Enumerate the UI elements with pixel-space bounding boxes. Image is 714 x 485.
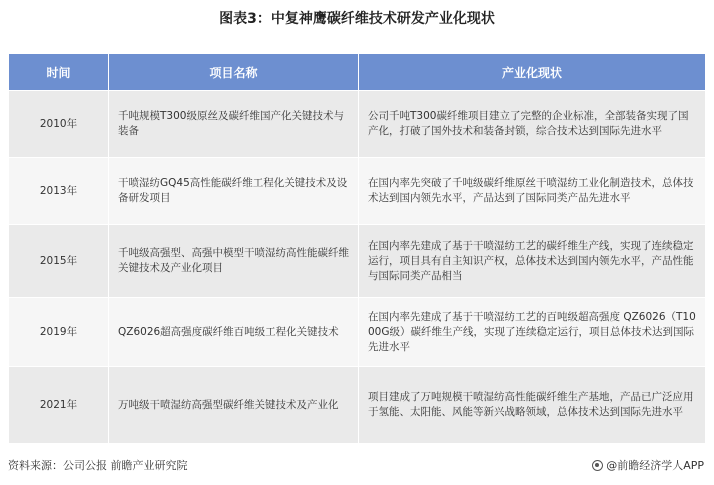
header-project: 项目名称	[109, 54, 359, 91]
table-header-row	[9, 54, 706, 91]
cell-project: QZ6026超高强度碳纤维百吨级工程化关键技术	[109, 298, 359, 367]
brand-label: @前瞻经济学人APP	[606, 459, 704, 472]
header-year: 时间	[9, 54, 109, 91]
cell-status: 在国内率先突破了千吨级碳纤维原丝干喷湿纺工业化制造技术，总体技术达到国内领先水平，产品达到了国际同类产品先进水平	[359, 158, 706, 225]
table-row	[9, 298, 706, 367]
header-status: 产业化现状	[359, 54, 706, 91]
brand-credit	[592, 457, 704, 473]
cell-project: 千吨级高强型、高强中模型干喷湿纺高性能碳纤维关键技术及产业化项目	[109, 225, 359, 298]
cell-status: 公司千吨T300碳纤维项目建立了完整的企业标准，全部装备实现了国产化，打破了国外技术和装备封锁，综合技术达到国际先进水平	[359, 91, 706, 158]
cell-status: 项目建成了万吨规模干喷湿纺高性能碳纤维生产基地，产品已广泛应用于氢能、太阳能、风能等新兴战略领域，总体技术达到国际先进水平	[359, 367, 706, 444]
table-row	[9, 367, 706, 444]
status-table	[8, 53, 706, 444]
cell-project: 千吨规模T300级原丝及碳纤维国产化关键技术与装备	[109, 91, 359, 158]
cell-project: 干喷湿纺GQ45高性能碳纤维工程化关键技术及设备研发项目	[109, 158, 359, 225]
cell-year: 2021年	[9, 367, 109, 444]
qianzhan-logo-icon	[592, 460, 603, 471]
table-row	[9, 225, 706, 298]
chart-title: 图表3：中复神鹰碳纤维技术研发产业化现状	[219, 11, 495, 27]
cell-year: 2013年	[9, 158, 109, 225]
cell-year: 2010年	[9, 91, 109, 158]
cell-status: 在国内率先建成了基于干喷湿纺工艺的百吨级超高强度 QZ6026（T1000G级）碳纤维生产线，实现了连续稳定运行，项目总体技术达到国际先进水平	[359, 298, 706, 367]
cell-year: 2015年	[9, 225, 109, 298]
cell-year: 2019年	[9, 298, 109, 367]
cell-project: 万吨级干喷湿纺高强型碳纤维关键技术及产业化	[109, 367, 359, 444]
table-row	[9, 91, 706, 158]
source-note: 资料来源：公司公报 前瞻产业研究院	[8, 459, 188, 472]
cell-status: 在国内率先建成了基于干喷湿纺工艺的碳纤维生产线，实现了连续稳定运行，项目具有自主知识产权，总体技术达到国内领先水平，产品性能与国际同类产品相当	[359, 225, 706, 298]
table-row	[9, 158, 706, 225]
